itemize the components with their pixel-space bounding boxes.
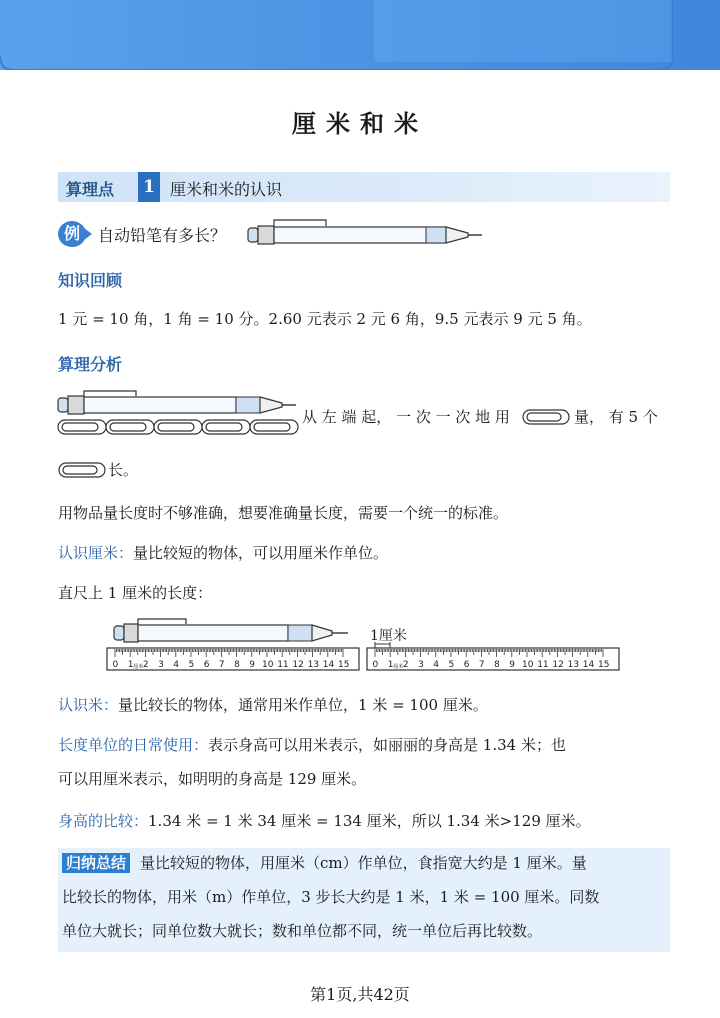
ruler-tick-label: 2: [142, 660, 149, 670]
ruler-cm-mark: 厘米: [393, 664, 404, 670]
clip-text-2: 量， 有 5 个: [574, 408, 658, 426]
ruler-tick-label: 3: [418, 660, 424, 670]
ruler-cm-mark: 厘米: [133, 664, 144, 670]
ruler-tick-label: 0: [112, 660, 119, 670]
summary-line-3: 单位大就长；同单位数大就长；数和单位都不同，统一单位后再比较数。: [62, 922, 543, 940]
ruler-figure: [366, 640, 622, 674]
example-question: 自动铅笔有多长？: [98, 226, 227, 245]
section-label: 算理点: [66, 180, 115, 199]
top-banner: [0, 0, 720, 70]
ruler-tick-label: 1: [127, 660, 134, 670]
ruler-tick-label: 11: [277, 660, 289, 670]
summary-tag: 归纳总结: [62, 853, 130, 873]
compare-text: 1.34 米 = 1 米 34 厘米 = 134 厘米，所以 1.34 米>129 厘米。: [148, 812, 591, 830]
summary-line-2: 比较长的物体，用米（m）作单位，3 步长大约是 1 米，1 米 = 100 厘米。同数: [62, 888, 600, 906]
ruler-tick-label: 6: [463, 660, 470, 670]
ruler-intro: 直尺上 1 厘米的长度：: [58, 584, 213, 602]
example-arrow-icon: [84, 228, 92, 240]
ruler-tick-label: 3: [158, 660, 164, 670]
ruler-tick-label: 7: [478, 660, 485, 670]
ruler-tick-label: 0: [372, 660, 379, 670]
ruler-tick-label: 15: [598, 660, 610, 670]
ruler-tick-label: 6: [203, 660, 210, 670]
review-text: 1 元 = 10 角，1 角 = 10 分。2.60 元表示 2 元 6 角，9.5 元表示 9 元 5 角。: [58, 310, 592, 328]
ruler-tick-label: 12: [552, 660, 564, 670]
ruler-tick-label: 10: [262, 660, 274, 670]
clip-text-1: 从 左 端 起， 一 次 一 次 地 用: [302, 408, 510, 426]
ruler-tick-label: 4: [433, 660, 440, 670]
ruler-tick-label: 12: [292, 660, 304, 670]
paperclip-icon: [58, 461, 108, 479]
ruler-tick-label: 5: [448, 660, 455, 670]
one-cm-label: 1厘米: [370, 628, 407, 644]
daily-label: 长度单位的日常使用：: [58, 736, 209, 754]
ruler-tick-label: 13: [307, 660, 320, 670]
ruler-tick-label: 5: [188, 660, 195, 670]
pencil-icon: [246, 216, 486, 248]
ruler-tick-label: 13: [567, 660, 580, 670]
page-footer: 第1页,共42页: [310, 985, 410, 1004]
cm-text: 量比较短的物体，可以用厘米作单位。: [133, 544, 389, 562]
ruler-tick-label: 7: [218, 660, 225, 670]
ruler-with-pencil-figure: [106, 618, 362, 672]
ruler-tick-label: 10: [522, 660, 534, 670]
ruler-tick-label: 1: [387, 660, 394, 670]
ruler-tick-label: 9: [509, 660, 516, 670]
ruler-tick-label: 4: [173, 660, 180, 670]
section-title: 厘米和米的认识: [170, 180, 283, 199]
summary-line-1: 量比较短的物体，用厘米（cm）作单位，食指宽大约是 1 厘米。量: [140, 854, 587, 872]
clip-text-3: 长。: [108, 461, 139, 479]
m-text: 量比较长的物体，通常用米作单位，1 米 = 100 厘米。: [118, 696, 488, 714]
daily-text-1: 表示身高可以用米表示，如丽丽的身高是 1.34 米；也: [208, 736, 566, 754]
compare-label: 身高的比较：: [58, 812, 149, 830]
ruler-tick-label: 11: [537, 660, 549, 670]
example-badge: 例: [58, 221, 86, 247]
review-heading: 知识回顾: [58, 271, 123, 290]
cm-label: 认识厘米：: [58, 544, 134, 562]
ruler-tick-label: 2: [402, 660, 409, 670]
ruler-tick-label: 8: [494, 660, 500, 670]
section-number: 1: [138, 172, 160, 202]
paperclip-icon: [522, 408, 572, 426]
ruler-tick-label: 14: [582, 660, 595, 670]
measure-note: 用物品量长度时不够准确，想要准确量长度，需要一个统一的标准。: [58, 504, 509, 522]
pencil-with-clips-figure: [56, 390, 300, 438]
ruler-tick-label: 15: [338, 660, 350, 670]
m-label: 认识米：: [58, 696, 119, 714]
ruler-tick-label: 14: [322, 660, 335, 670]
daily-text-2: 可以用厘米表示，如明明的身高是 129 厘米。: [58, 770, 367, 788]
page-title: 厘米和米: [292, 110, 428, 138]
analysis-heading: 算理分析: [58, 355, 123, 374]
ruler-tick-label: 9: [249, 660, 256, 670]
ruler-tick-label: 8: [234, 660, 240, 670]
